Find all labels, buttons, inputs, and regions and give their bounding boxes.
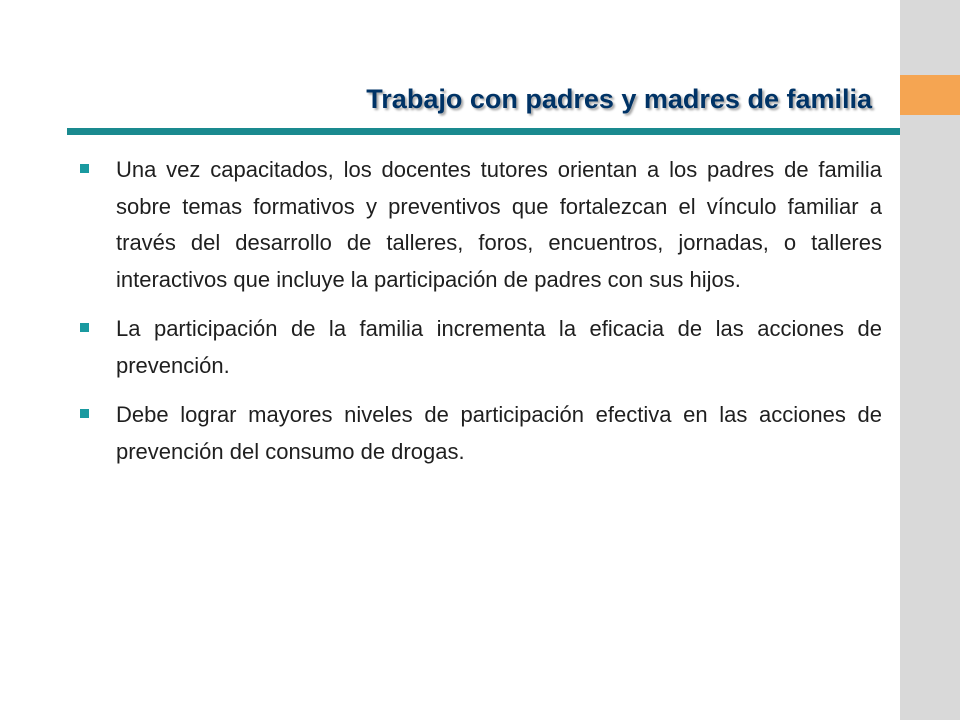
square-bullet-icon [80, 323, 89, 332]
bullet-item [70, 397, 882, 470]
bullet-text: Debe lograr mayores niveles de participación efectiva en las acciones de prevención del consumo de drogas. [116, 402, 882, 464]
square-bullet-icon [80, 409, 89, 418]
bullet-item [70, 311, 882, 384]
bullet-text: La participación de la familia incrementa la eficacia de las acciones de prevención. [116, 316, 882, 378]
square-bullet-icon [80, 164, 89, 173]
title-underline-rule [67, 128, 900, 135]
side-accent-block [900, 75, 960, 115]
bullet-item [70, 152, 882, 298]
bullet-text: Una vez capacitados, los docentes tutores orientan a los padres de familia sobre temas formativos y preventivos que fortalezcan el vínculo familiar a través del desarrollo de talleres, foros, encuentros, jornadas, o talleres interactivos que incluye la participación de padres con sus hijos. [116, 157, 882, 292]
slide-title: Trabajo con padres y madres de familia [366, 84, 872, 114]
bullet-list [70, 152, 882, 483]
